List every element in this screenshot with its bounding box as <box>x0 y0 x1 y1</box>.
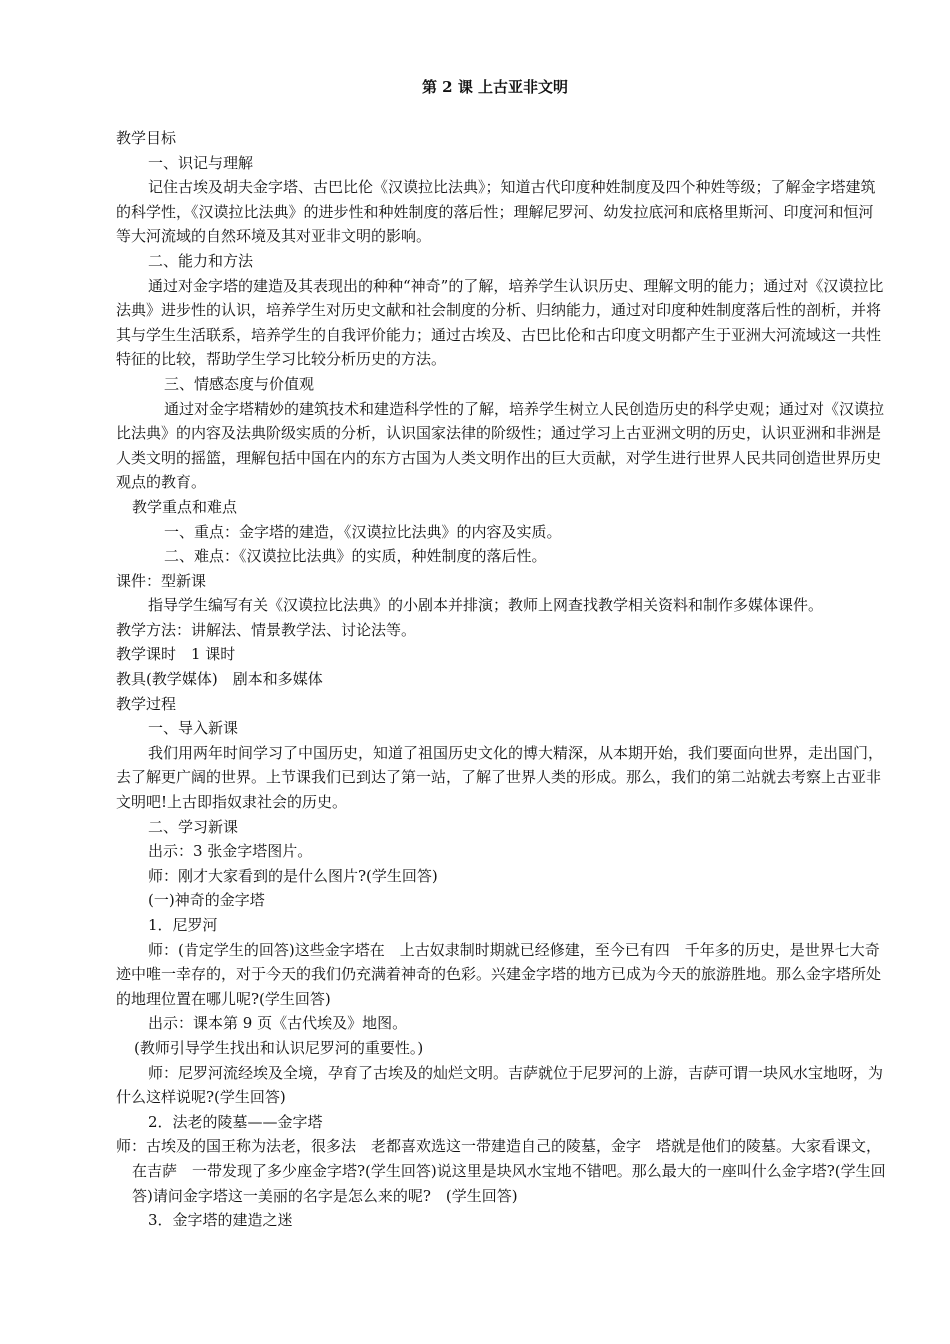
subheading-memory: 一、识记与理解 <box>148 153 254 172</box>
paragraph-nile-flow: 师：尼罗河流经埃及全境，孕育了古埃及的灿烂文明。吉萨就位于尼罗河的上游，吉萨可谓一块风水宝地呀，为什么这样说呢?(学生回答) <box>116 1063 884 1107</box>
subheading-new-lesson: 二、学习新课 <box>148 817 239 836</box>
courseware-line: 课件：型新课 <box>116 571 207 590</box>
teacher-question-line: 师：刚才大家看到的是什么图片?(学生回答) <box>148 866 438 885</box>
show-pictures-line: 出示：3 张金字塔图片。 <box>148 842 313 861</box>
teaching-aids-line: 教具(教学媒体) 剧本和多媒体 <box>116 670 323 689</box>
page-title: 第 2 课 上古亚非文明 <box>421 78 569 96</box>
subheading-ability: 二、能力和方法 <box>148 251 254 270</box>
show-map-line: 出示：课本第 9 页《古代埃及》地图。 <box>148 1014 408 1033</box>
teaching-methods-line: 教学方法：讲解法、情景教学法、讨论法等。 <box>116 620 417 639</box>
paragraph-memory: 记住古埃及胡夫金字塔、古巴比伦《汉谟拉比法典》；知道古代印度种姓制度及四个种姓等级；了解金字塔建筑的科学性，《汉谟拉比法典》的进步性和种姓制度的落后性；理解尼罗河、幼发拉底河和底格里斯河、印度河和恒河等大河流域的自然环境及其对亚非文明的影响。 <box>116 178 876 246</box>
construction-mystery-heading: 3．金字塔的建造之迷 <box>148 1211 293 1230</box>
nile-heading: 1．尼罗河 <box>148 916 218 934</box>
key-point-item: 一、重点：金字塔的建造，《汉谟拉比法典》的内容及实质。 <box>164 522 562 541</box>
paragraph-preparation: 指导学生编写有关《汉谟拉比法典》的小剧本并排演；教师上网查找教学相关资料和制作多媒体课件。 <box>148 596 824 615</box>
paragraph-nile: 师：(肯定学生的回答)这些金字塔在 上古奴隶制时期就已经修建，至今已有四 千年多的历史，是世界七大奇迹中唯一幸存的，对于今天的我们仍充满着神奇的色彩。兴建金字塔的地方已成为今天的旅游胜地。那么金字塔所处的地理位置在哪儿呢?(学生回答) <box>116 940 882 1008</box>
pharaoh-tomb-heading: 2．法老的陵墓——金字塔 <box>148 1112 323 1131</box>
heading-process: 教学过程 <box>116 694 177 713</box>
section-pyramid-heading: (一)神奇的金字塔 <box>148 891 265 910</box>
heading-teaching-goals: 教学目标 <box>116 129 177 147</box>
subheading-introduction: 一、导入新课 <box>148 719 239 738</box>
paragraph-pharaoh: 师：古埃及的国王称为法老，很多法 老都喜欢选这一带建造自己的陵墓，金字 塔就是他们的陵墓。大家看课文，在吉萨 一带发现了多少座金字塔?(学生回答)说这里是块风水宝地不错吧。那么最大的一座叫什么金字塔?(学生回答)请问金字塔这一美丽的名字是怎么来的呢? (学生回答) <box>116 1137 886 1205</box>
class-hours-line: 教学课时 1 课时 <box>116 645 236 664</box>
paragraph-introduction: 我们用两年时间学习了中国历史，知道了祖国历史文化的博大精深，从本期开始，我们要面向世界，走出国门，去了解更广阔的世界。上节课我们已到达了第一站，了解了世界人类的形成。那么，我们的第二站就去考察上古亚非文明吧!上古即指奴隶社会的历史。 <box>116 743 884 812</box>
difficulty-item: 二、难点：《汉谟拉比法典》的实质，种姓制度的落后性。 <box>164 547 547 566</box>
paragraph-ability: 通过对金字塔的建造及其表现出的种种“神奇”的了解，培养学生认识历史、理解文明的能力；通过对《汉谟拉比法典》进步性的认识，培养学生对历史文献和社会制度的分析、归纳能力，通过对印度种姓制度落后性的剖析，并将其与学生生活联系，培养学生的自我评价能力；通过古埃及、古巴比伦和古印度文明都产生于亚洲大河流域这一共性特征的比较，帮助学生学习比较分析历史的方法。 <box>116 276 884 369</box>
subheading-attitude: 三、情感态度与价值观 <box>164 374 315 393</box>
document-body <box>116 126 886 1233</box>
paragraph-attitude: 通过对金字塔精妙的建筑技术和建造科学性的了解，培养学生树立人民创造历史的科学史观；通过对《汉谟拉比法典》的内容及法典阶级实质的分析，认识国家法律的阶级性；通过学习上古亚洲文明的历史，认识亚洲和非洲是人类文明的摇篮，理解包括中国在内的东方古国为人类文明作出的巨大贡献，对学生进行世界人民共同创造世界历史观点的教育。 <box>116 399 885 492</box>
teacher-guide-line: (教师引导学生找出和认识尼罗河的重要性。) <box>134 1038 424 1057</box>
heading-key-points: 教学重点和难点 <box>132 497 238 516</box>
